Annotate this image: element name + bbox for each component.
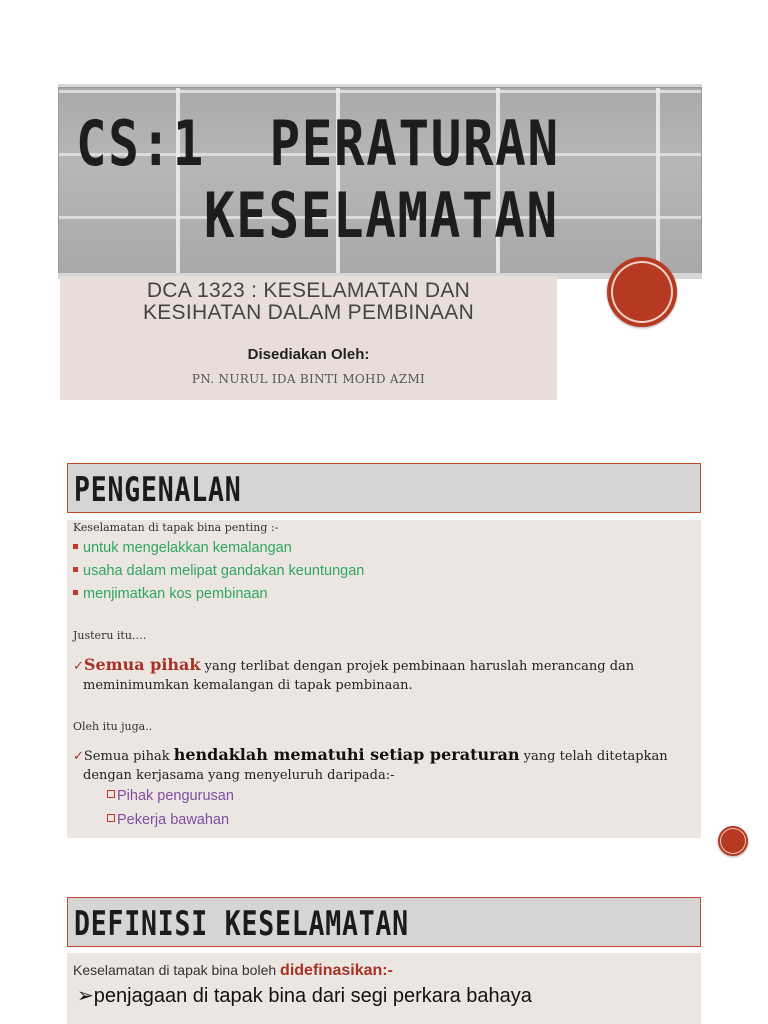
check-item-1-cont: meminimumkan kemalangan di tapak pembinaan. (83, 678, 413, 693)
section-header-definisi (67, 897, 701, 947)
check-icon: ✓ (73, 659, 84, 674)
bullet-square-icon (73, 567, 78, 572)
bullet-square-icon (73, 544, 78, 549)
check-item-2: ✓Semua pihak hendaklah mematuhi setiap peraturan yang telah ditetapkan (73, 745, 668, 764)
arrow-bullet-icon: ➢ (77, 985, 94, 1007)
hollow-square-icon (107, 814, 115, 822)
author-name: PN. NURUL IDA BINTI MOHD AZMI (191, 372, 426, 386)
section-title: DEFINISI KESELAMATAN (74, 904, 409, 944)
title-banner (58, 84, 702, 279)
definition-intro: Keselamatan di tapak bina boleh didefinasikan:- (73, 962, 393, 979)
list-item: untuk mengelakkan kemalangan (73, 540, 292, 556)
section-header-pengenalan (67, 463, 701, 513)
check-item-1: ✓Semua pihak yang terlibat dengan projek pembinaan haruslah merancang dan (73, 655, 635, 674)
list-item: usaha dalam melipat gandakan keuntungan (73, 563, 364, 579)
course-title (60, 280, 557, 324)
oleh-text: Oleh itu juga.. (73, 720, 153, 733)
bullet-square-icon (73, 590, 78, 595)
intro-text: Keselamatan di tapak bina penting :- (73, 521, 279, 534)
list-item: menjimatkan kos pembinaan (73, 586, 268, 602)
sub-list-item: Pihak pengurusan (107, 788, 234, 804)
hollow-square-icon (107, 790, 115, 798)
section-body-definisi (67, 953, 701, 1024)
slide-title-line1: CS:1 PERATURAN (76, 107, 560, 180)
check-item-2-cont: dengan kerjasama yang menyeluruh daripada:- (83, 768, 395, 783)
slide-title-line2: KESELAMATAN (204, 179, 559, 252)
check-icon: ✓ (73, 749, 84, 764)
section-title: PENGENALAN (74, 470, 242, 510)
decorative-circle (718, 826, 748, 856)
sub-list-item: Pekerja bawahan (107, 812, 229, 828)
subtitle-box (60, 276, 557, 400)
decorative-circle (607, 257, 677, 327)
course-title-line1: DCA 1323 : KESELAMATAN DAN (146, 279, 471, 302)
definition-point: ➢penjagaan di tapak bina dari segi perkara bahaya (77, 985, 532, 1007)
course-title-line2: KESIHATAN DALAM PEMBINAAN (142, 301, 475, 324)
prepared-by-label: Disediakan Oleh: (247, 346, 370, 363)
justeru-text: Justeru itu…. (73, 629, 147, 642)
section-body-pengenalan (67, 520, 701, 838)
